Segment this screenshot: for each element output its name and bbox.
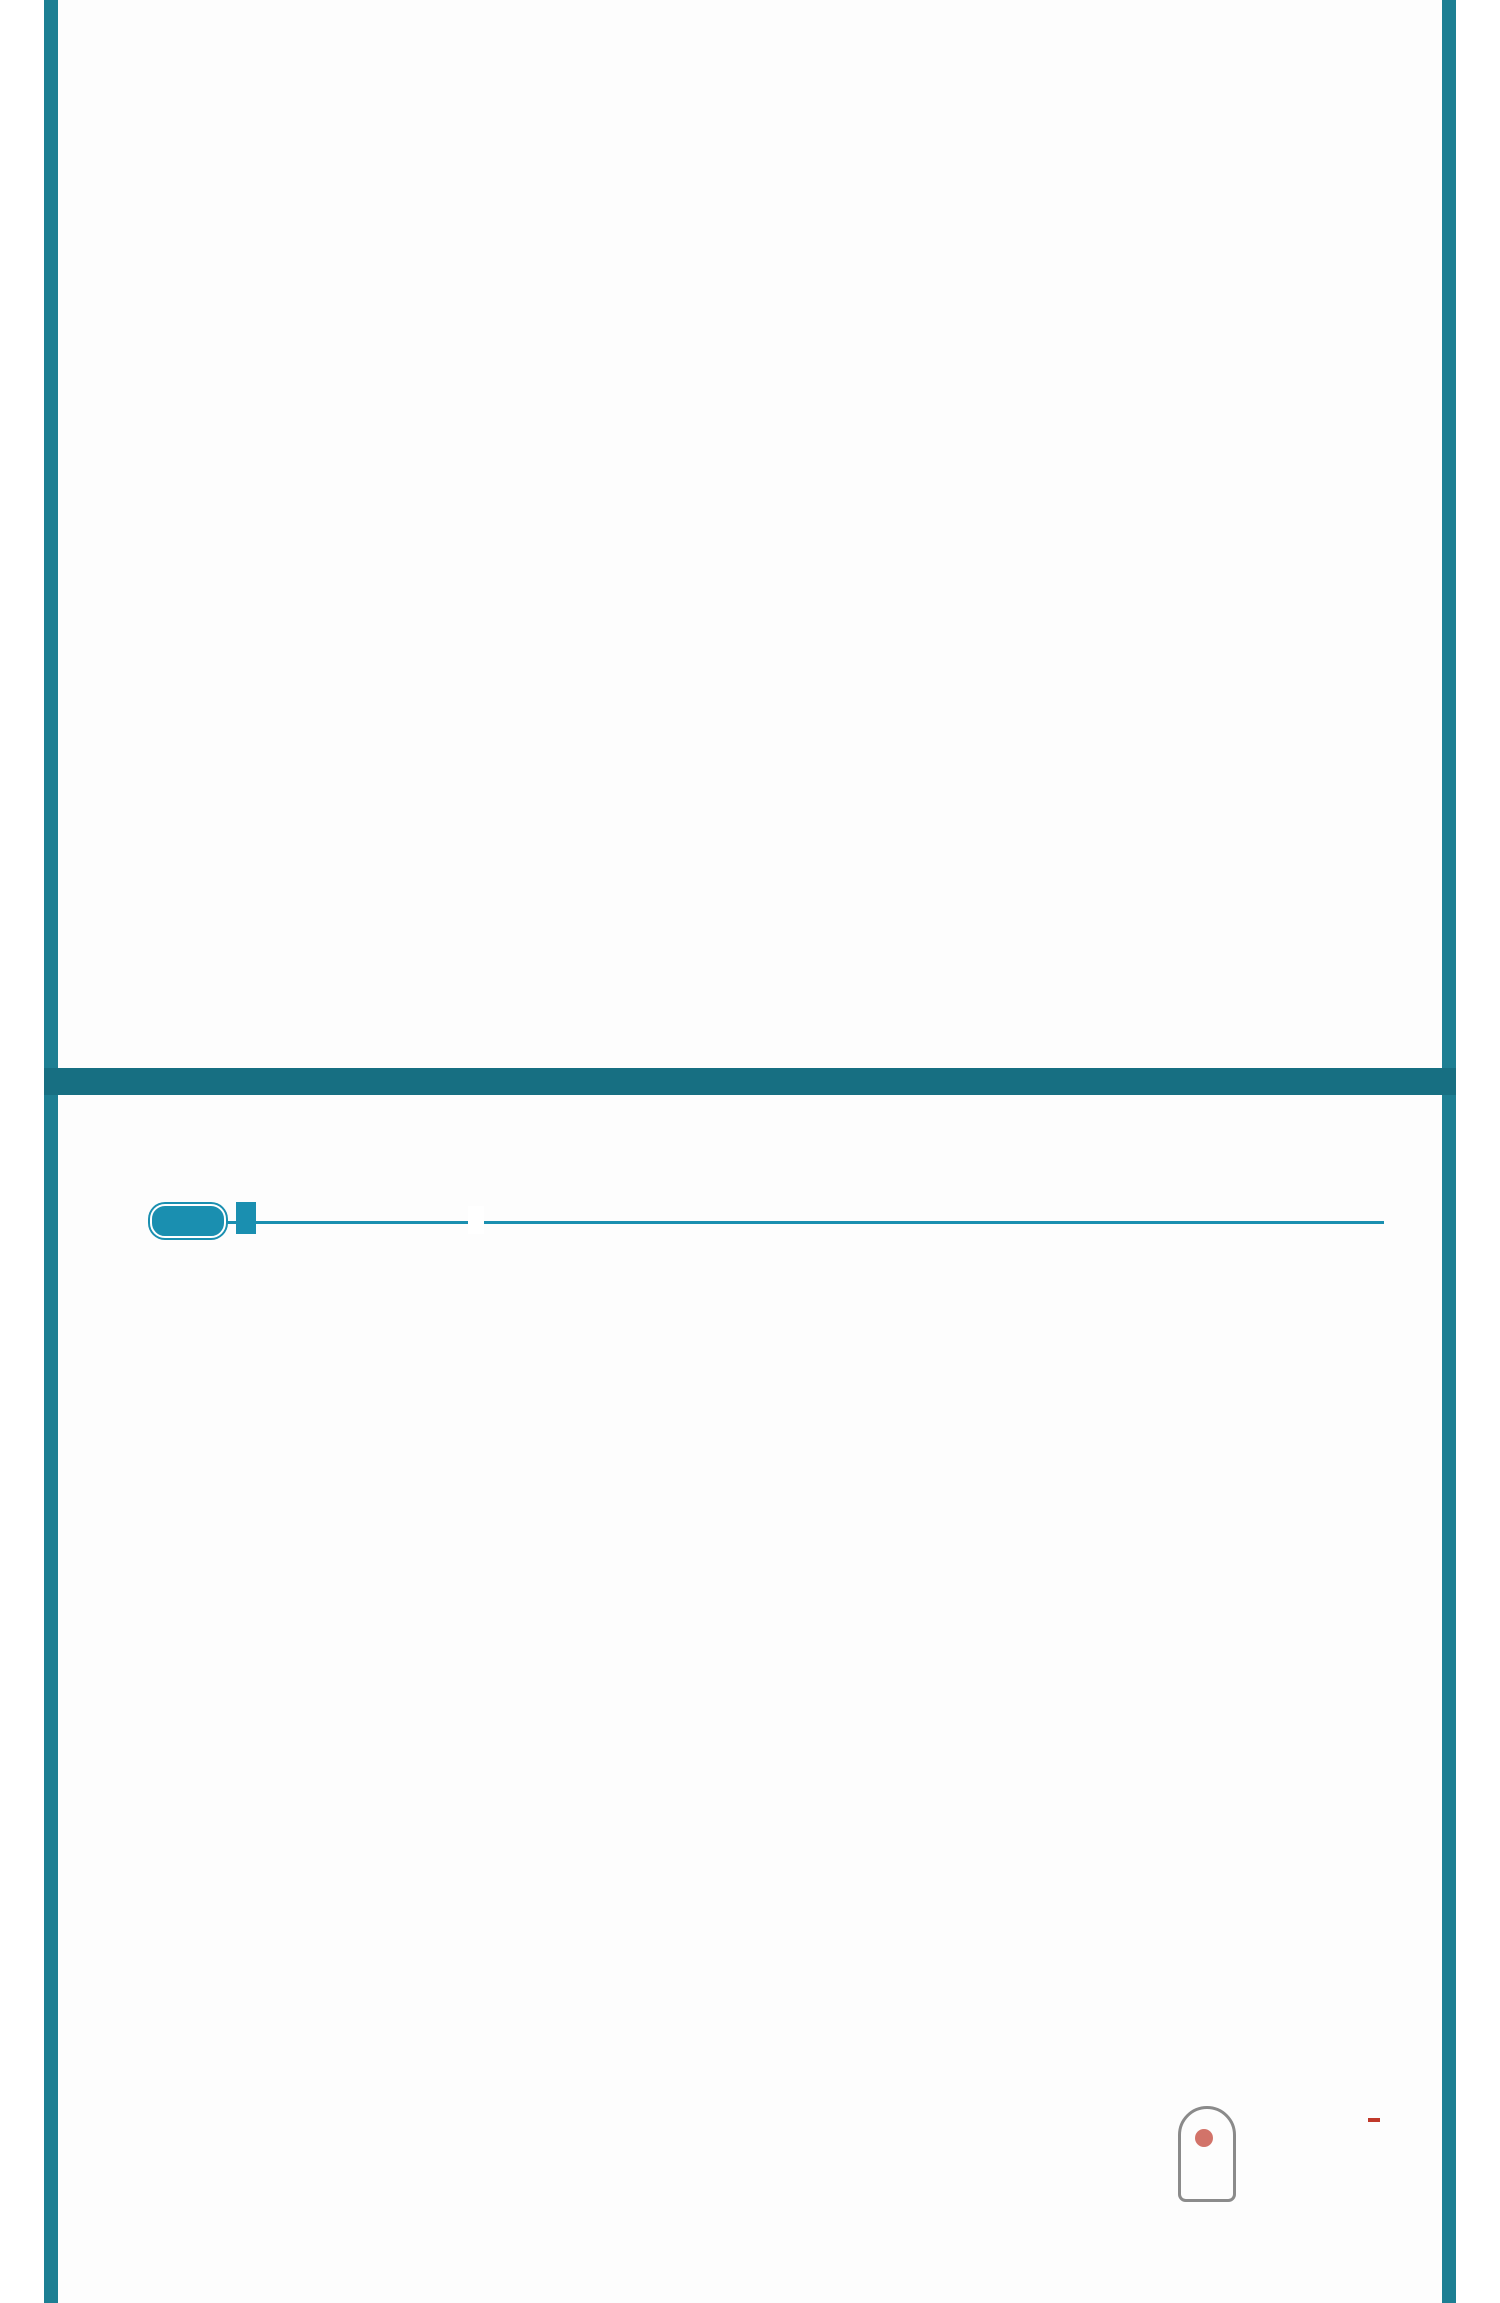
frame-left-bottom	[44, 1095, 58, 2303]
logo-mark-icon	[1178, 2106, 1236, 2202]
frame-left-top	[44, 0, 58, 1080]
page-number	[150, 1204, 226, 1238]
inner-page	[58, 0, 1442, 1068]
logo-seal	[1368, 2118, 1380, 2122]
running-header	[150, 1200, 1384, 1236]
book-title	[236, 1202, 256, 1234]
header-rule	[150, 1221, 1384, 1224]
frame-divider	[44, 1068, 1456, 1095]
publisher-logo	[1168, 2088, 1468, 2218]
series-title	[468, 1206, 484, 1234]
frame-right-top	[1442, 0, 1456, 1080]
